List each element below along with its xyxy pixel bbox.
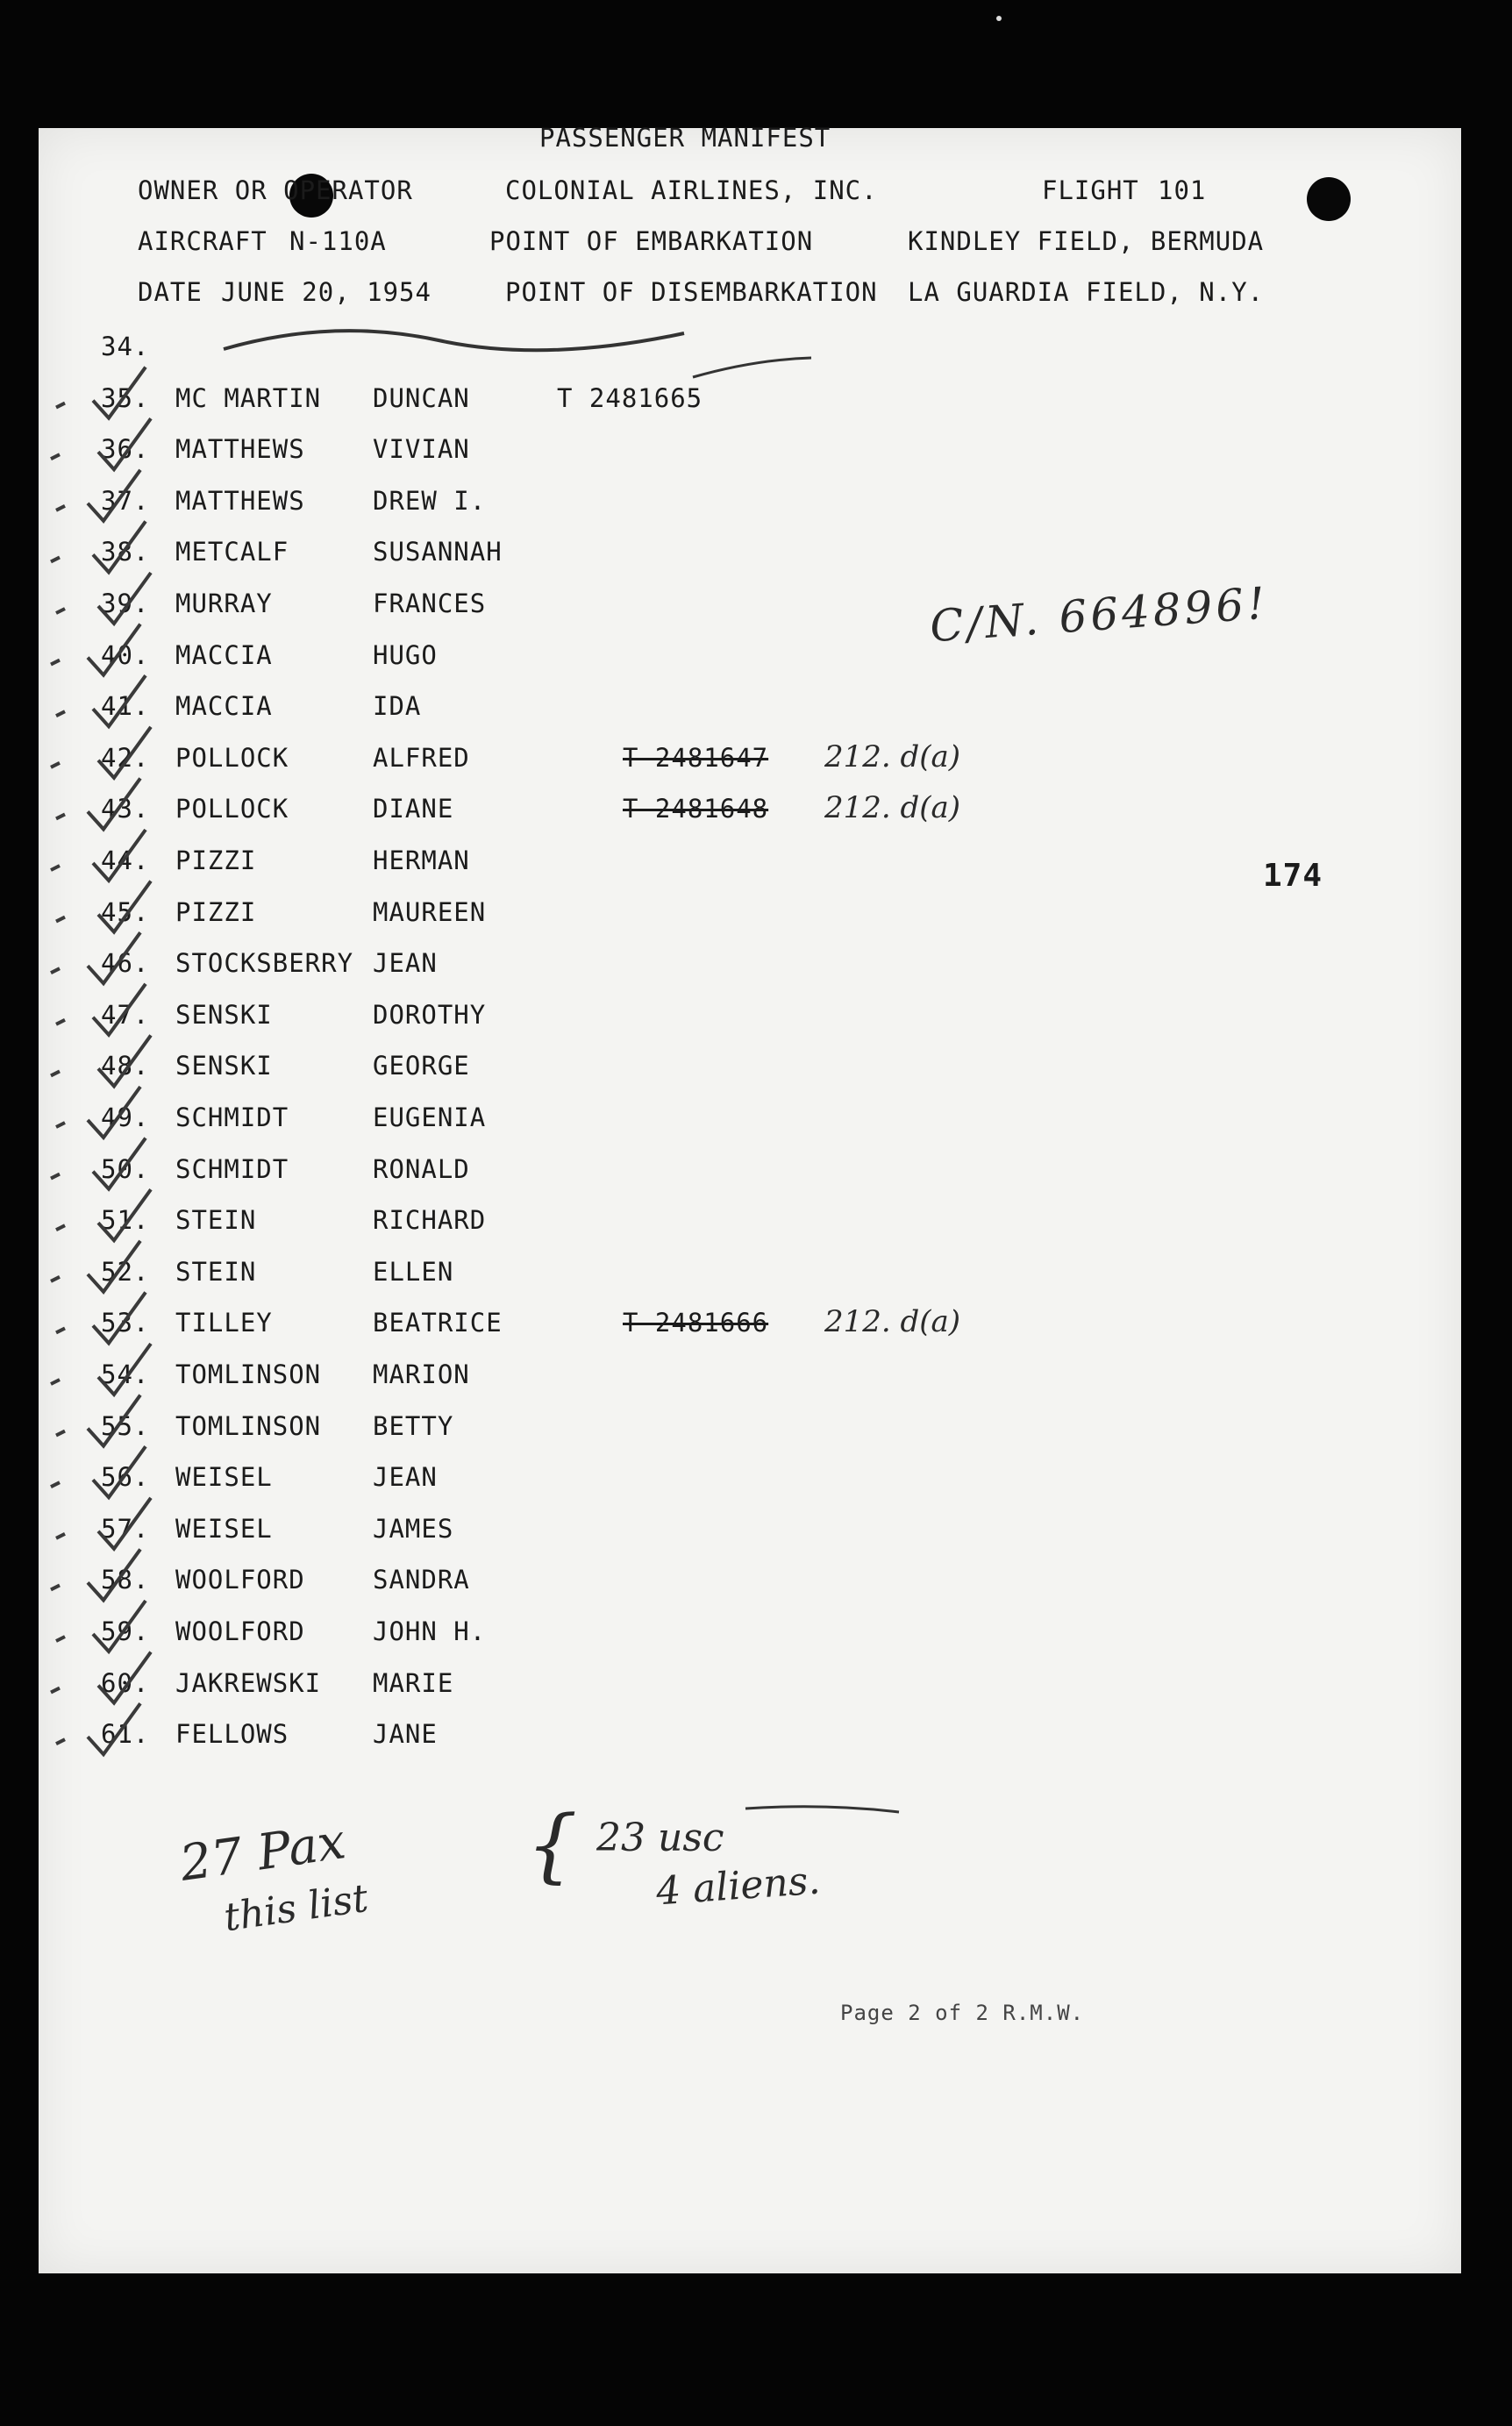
page-stamp: 174 (1263, 858, 1323, 894)
ticket-number: T 2481648 (623, 794, 769, 824)
pax-count: 27 Pax (176, 1813, 349, 1893)
tally-tick (51, 968, 60, 973)
first-name: BEATRICE (373, 1308, 503, 1338)
tally-tick (56, 711, 65, 716)
tally-tick (56, 1328, 65, 1332)
last-name: MACCIA (175, 691, 273, 722)
row-number: 46. (101, 948, 150, 979)
row-number: 58. (101, 1565, 150, 1595)
check-mark (88, 1395, 140, 1446)
row-number: 49. (101, 1102, 150, 1132)
check-mark (88, 778, 140, 829)
first-name: ELLEN (373, 1256, 454, 1287)
row-number: 34. (101, 332, 150, 361)
tally-tick (51, 1071, 60, 1075)
tally-tick (51, 1688, 60, 1693)
check-mark (98, 881, 151, 932)
check-mark (98, 727, 151, 778)
scribble-line (224, 331, 684, 350)
tally-tick (56, 609, 65, 613)
tally-tick (56, 1739, 65, 1744)
row-number: 44. (101, 846, 150, 875)
row-number: 52. (101, 1256, 150, 1287)
first-name: DUNCAN (373, 382, 470, 413)
check-mark (88, 1703, 140, 1754)
tally-tick (51, 1174, 60, 1179)
first-name: DIANE (373, 794, 454, 824)
stroke-line (693, 358, 811, 377)
first-name: HUGO (373, 639, 438, 670)
tally-tick (56, 1225, 65, 1230)
handwritten-note: 212. d(a) (824, 790, 961, 826)
check-mark (93, 1446, 146, 1497)
last-name: POLLOCK (175, 794, 289, 824)
row-number: 38. (101, 537, 150, 567)
last-name: STEIN (175, 1205, 257, 1236)
last-name: MC MARTIN (175, 382, 322, 413)
check-mark (98, 573, 151, 624)
owner-label: OWNER OR OPERATOR (138, 175, 413, 205)
row-number: 37. (101, 485, 150, 516)
manifest-note: this list (221, 1875, 371, 1941)
check-mark (88, 1087, 140, 1138)
last-name: MURRAY (175, 589, 273, 618)
ticket-number: T 2481666 (623, 1308, 769, 1338)
owner-value: COLONIAL AIRLINES, INC. (505, 175, 878, 205)
tally-tick (56, 1020, 65, 1024)
first-name: MARIE (373, 1667, 454, 1698)
check-mark (98, 1189, 151, 1240)
last-name: MATTHEWS (175, 485, 305, 516)
tally-tick (51, 1585, 60, 1589)
check-mark (93, 830, 146, 881)
last-name: POLLOCK (175, 742, 289, 773)
last-name: TOMLINSON (175, 1410, 322, 1441)
last-name: SENSKI (175, 999, 273, 1030)
tally-tick (51, 763, 60, 767)
tally-tick (56, 506, 65, 510)
first-name: BETTY (373, 1410, 454, 1441)
disembark-label: POINT OF DISEMBARKATION (505, 277, 878, 307)
first-name: IDA (373, 691, 422, 722)
check-mark (98, 1652, 151, 1703)
last-name: SENSKI (175, 1051, 273, 1081)
last-name: JAKREWSKI (175, 1667, 322, 1698)
first-name: JEAN (373, 948, 438, 979)
row-number: 48. (101, 1051, 150, 1081)
last-name: SCHMIDT (175, 1153, 289, 1184)
check-mark (98, 1498, 151, 1549)
first-name: FRANCES (373, 589, 487, 618)
check-mark (93, 1292, 146, 1343)
check-mark (93, 675, 146, 726)
date-label: DATE (138, 277, 203, 307)
first-name: MARION (373, 1359, 470, 1389)
row-number: 54. (101, 1359, 150, 1389)
first-name: SUSANNAH (373, 537, 503, 567)
first-name: VIVIAN (373, 434, 470, 465)
row-number: 61. (101, 1719, 150, 1750)
last-name: STEIN (175, 1256, 257, 1287)
row-number: 59. (101, 1616, 150, 1646)
row-number: 36. (101, 434, 150, 465)
check-mark (88, 1241, 140, 1292)
last-name: MACCIA (175, 639, 273, 670)
check-mark (88, 470, 140, 521)
check-mark (93, 1601, 146, 1652)
last-name: PIZZI (175, 896, 257, 927)
row-number: 51. (101, 1205, 150, 1236)
last-name: WEISEL (175, 1513, 273, 1544)
last-name: PIZZI (175, 846, 257, 875)
last-name: TILLEY (175, 1308, 273, 1338)
check-mark (93, 367, 146, 418)
underline-stroke (745, 1807, 899, 1812)
tally-tick (51, 660, 60, 665)
disembark-value: LA GUARDIA FIELD, N.Y. (908, 277, 1265, 307)
row-number: 41. (101, 691, 150, 722)
aircraft-label: AIRCRAFT (138, 226, 267, 256)
first-name: RONALD (373, 1153, 470, 1184)
last-name: MATTHEWS (175, 434, 305, 465)
tally-tick (56, 1431, 65, 1436)
tally-tick (51, 454, 60, 459)
flight-label: FLIGHT (1042, 175, 1139, 205)
margin-note: C/N. 664896! (928, 577, 1270, 653)
check-mark (88, 1549, 140, 1600)
check-mark (98, 418, 151, 469)
tally-tick (56, 1534, 65, 1538)
manifest-title: PASSENGER MANIFEST (539, 123, 831, 153)
row-number: 47. (101, 999, 150, 1030)
row-number: 60. (101, 1667, 150, 1698)
row-number: 53. (101, 1308, 150, 1338)
last-name: STOCKSBERRY (175, 948, 354, 979)
row-number: 42. (101, 742, 150, 773)
summary-line-2: 4 aliens. (654, 1858, 822, 1915)
brace-mark: { (526, 1798, 578, 1892)
row-number: 55. (101, 1410, 150, 1441)
row-number: 35. (101, 382, 150, 413)
tally-tick (51, 866, 60, 870)
last-name: FELLOWS (175, 1719, 289, 1750)
row-number: 45. (101, 896, 150, 927)
tally-tick (56, 1637, 65, 1641)
first-name: GEORGE (373, 1051, 470, 1081)
embark-label: POINT OF EMBARKATION (489, 226, 814, 256)
tally-tick (51, 1482, 60, 1487)
first-name: HERMAN (373, 846, 470, 875)
first-name: JANE (373, 1719, 438, 1750)
tally-tick (51, 1380, 60, 1384)
summary-line-1: 23 usc (596, 1816, 724, 1860)
last-name: WOOLFORD (175, 1565, 305, 1595)
first-name: MAUREEN (373, 896, 487, 927)
row-number: 57. (101, 1513, 150, 1544)
check-mark (98, 1035, 151, 1086)
handwritten-note: 212. d(a) (824, 739, 961, 774)
page-footer: Page 2 of 2 R.M.W. (840, 2001, 1085, 2025)
tally-tick (51, 557, 60, 561)
first-name: JEAN (373, 1462, 438, 1493)
first-name: SANDRA (373, 1565, 470, 1595)
last-name: WOOLFORD (175, 1616, 305, 1646)
row-number: 56. (101, 1462, 150, 1493)
row-number: 39. (101, 589, 150, 618)
first-name: JAMES (373, 1513, 454, 1544)
last-name: TOMLINSON (175, 1359, 322, 1389)
tally-tick (56, 1123, 65, 1127)
check-mark (93, 984, 146, 1035)
first-name: DREW I. (373, 485, 487, 516)
last-name: METCALF (175, 537, 289, 567)
first-name: RICHARD (373, 1205, 487, 1236)
ticket-number: T 2481647 (623, 742, 769, 773)
first-name: EUGENIA (373, 1102, 487, 1132)
flight-value: 101 (1158, 175, 1207, 205)
first-name: DOROTHY (373, 999, 487, 1030)
row-number: 43. (101, 794, 150, 824)
tally-tick (51, 1277, 60, 1281)
ticket-number: T 2481665 (557, 382, 703, 413)
check-mark (88, 624, 140, 675)
last-name: SCHMIDT (175, 1102, 289, 1132)
row-number: 50. (101, 1153, 150, 1184)
handwritten-note: 212. d(a) (824, 1304, 961, 1340)
check-mark (93, 521, 146, 572)
date-value: JUNE 20, 1954 (221, 277, 431, 307)
embark-value: KINDLEY FIELD, BERMUDA (908, 226, 1265, 256)
first-name: JOHN H. (373, 1616, 487, 1646)
first-name: ALFRED (373, 742, 470, 773)
check-mark (93, 1138, 146, 1189)
tally-tick (56, 403, 65, 408)
last-name: WEISEL (175, 1462, 273, 1493)
check-mark (88, 932, 140, 983)
row-number: 40. (101, 639, 150, 670)
aircraft-value: N-110A (289, 226, 387, 256)
tally-tick (56, 917, 65, 922)
check-mark (98, 1344, 151, 1395)
tally-tick (56, 814, 65, 818)
